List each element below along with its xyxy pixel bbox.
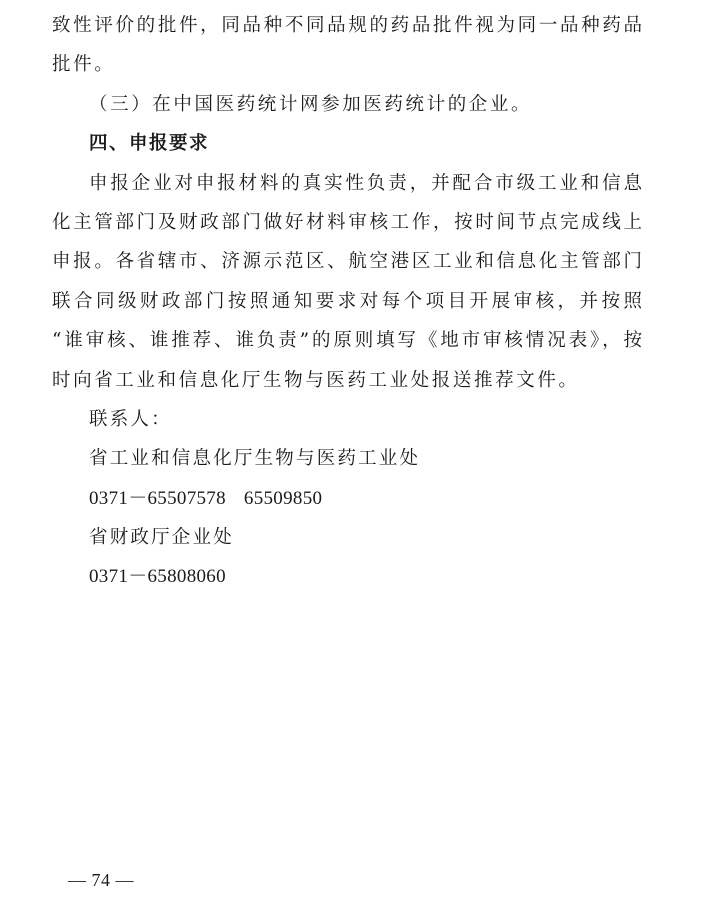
contact-phone bbox=[52, 479, 642, 518]
section-heading: 四、申报要求 bbox=[89, 133, 210, 155]
text-line: 批件。 bbox=[52, 54, 116, 76]
paragraph-line: 联合同级财政部门按照通知要求对每个项目开展审核，并按照 bbox=[52, 290, 642, 312]
paragraph-line: 申报企业对申报材料的真实性负责，并配合市级工业和信息 bbox=[89, 172, 642, 194]
paragraph-line: 时向省工业和信息化厅生物与医药工业处报送推荐文件。 bbox=[52, 369, 580, 391]
contact-label: 联系人： bbox=[89, 408, 172, 430]
text-line: 致性评价的批件，同品种不同品规的药品批件视为同一品种药品 bbox=[52, 15, 642, 36]
contact-department: 省财政厅企业处 bbox=[89, 527, 234, 549]
paragraph-line: 化主管部门及财政部门做好材料审核工作，按时间节点完成线上 bbox=[52, 211, 642, 233]
contact-department: 省工业和信息化厅生物与医药工业处 bbox=[89, 448, 421, 470]
list-item-3: （三）在中国医药统计网参加医药统计的企业。 bbox=[89, 93, 533, 115]
paragraph-line: 申报。各省辖市、济源示范区、航空港区工业和信息化主管部门 bbox=[52, 251, 642, 273]
contact-phone: 0371－65808060 bbox=[89, 566, 226, 588]
paragraph-line: “谁审核、谁推荐、谁负责”的原则填写《地市审核情况表》，按 bbox=[52, 330, 642, 352]
phone-number: 0371－65507578 bbox=[89, 487, 226, 509]
page-number: — 74 — bbox=[68, 870, 134, 890]
phone-number: 65509850 bbox=[243, 487, 323, 509]
document-body bbox=[52, 6, 642, 597]
